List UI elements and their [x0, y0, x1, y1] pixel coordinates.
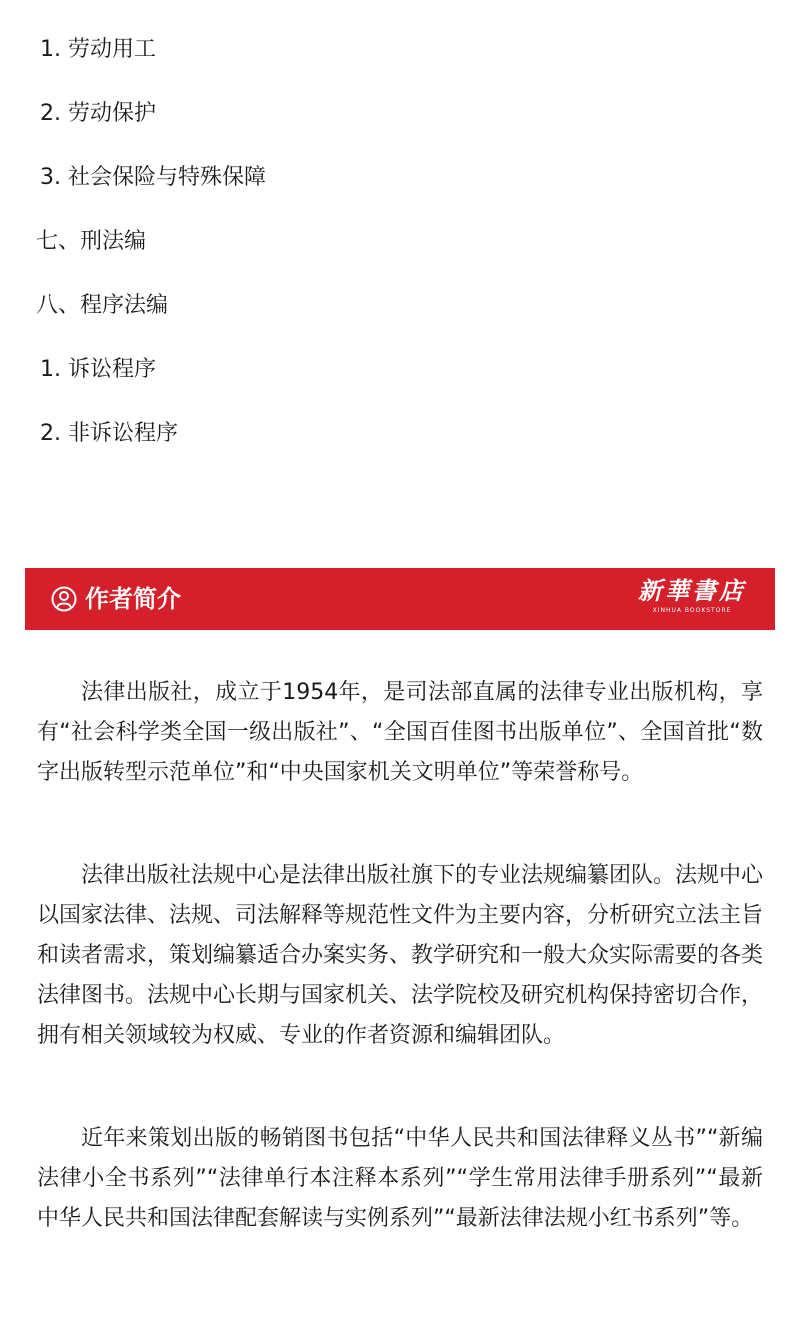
- paragraph-regulation-center: 法律出版社法规中心是法律出版社旗下的专业法规编纂团队。法规中心以国家法律、法规、司法解释等规范性文件为主要内容，分析研究立法主旨和读者需求，策划编纂适合办案实务、教学研究和一般大众实际需要的各类法律图书。法规中心长期与国家机关、法学院校及研究机构保持密切合作，拥有相关领域较为权威、专业的作者资源和编辑团队。: [37, 863, 764, 1048]
- section-title: 作者简介: [85, 585, 181, 613]
- user-circle-icon: [51, 586, 77, 612]
- section-banner: [25, 568, 775, 630]
- toc-item-criminal-law: 七、刑法编: [36, 229, 147, 254]
- toc-item-litigation: 1. 诉讼程序: [40, 357, 156, 382]
- toc-item-labor-protection: 2. 劳动保护: [40, 101, 156, 126]
- toc-item-labor-employment: 1. 劳动用工: [40, 37, 156, 62]
- logo-english-text: XINHUA BOOKSTORE: [652, 607, 732, 614]
- toc-item-social-insurance: 3. 社会保险与特殊保障: [40, 165, 266, 190]
- xinhua-bookstore-logo: [637, 576, 747, 624]
- paragraph-bestsellers: 近年来策划出版的畅销图书包括“中华人民共和国法律释义丛书”“新编法律小全书系列”“法律单行本注释本系列”“学生常用法律手册系列”“最新中华人民共和国法律配套解读与实例系列”“最新法律法规小红书系列”等。: [37, 1126, 763, 1231]
- toc-item-procedural-law: 八、程序法编: [36, 293, 169, 318]
- logo-chinese-text: 新華書店: [638, 576, 746, 605]
- toc-item-non-litigation: 2. 非诉讼程序: [40, 421, 178, 446]
- paragraph-publisher-intro: 法律出版社，成立于1954年，是司法部直属的法律专业出版机构，享有“社会科学类全国一级出版社”、“全国百佳图书出版单位”、全国首批“数字出版转型示范单位”和“中央国家机关文明单位”等荣誉称号。: [37, 680, 763, 785]
